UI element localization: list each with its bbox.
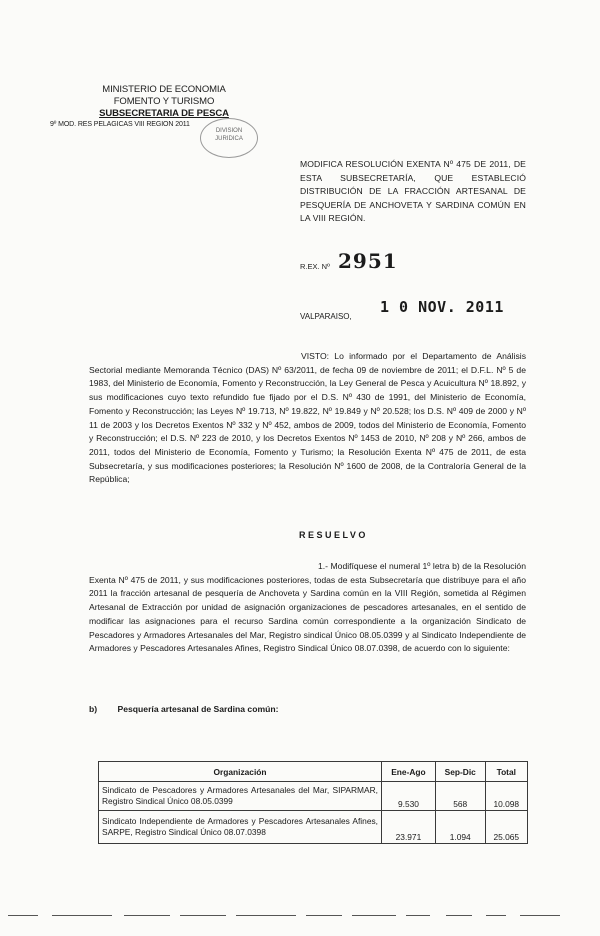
juridica-stamp: [200, 118, 258, 158]
table-row: [99, 811, 528, 844]
cell-sep-dic: 1.094: [435, 811, 485, 844]
article-1-paragraph: 1.- Modifíquese el numeral 1º letra b) de la Resolución Exenta Nº 475 de 2011, y sus modificaciones posteriores, todas de esta Subsecretaría que distribuye para el año 2011 la fracción artesanal de pesquería de Anchoveta y Sardina común en la VIII Región, sometida al Régimen Artesanal de Extracción por unidad de asignación organizaciones de pescadores artesanales, en el sentido de modificar las asignaciones para el recurso Sardina común correspondiente a la organización Sindicato de Pescadores y Armadores Artesanales del Mar, Registro sindical Único 08.05.0399 y al Sindicato Independiente de Armadores y Pescadores Artesanales Afines, Registro Sindical Único 08.07.0398, de acuerdo con lo siguiente:: [89, 561, 526, 654]
footer-rule: [406, 915, 430, 916]
footer-rule: [306, 915, 342, 916]
resolution-subject: MODIFICA RESOLUCIÓN EXENTA Nº 475 DE 2011, DE ESTA SUBSECRETARÍA, QUE ESTABLECIÓ DISTRIBUCIÓN DE LA FRACCIÓN ARTESANAL DE PESQUERÍA DE ANCHOVETA Y SARDINA COMÚN EN LA VIII REGIÓN.: [300, 159, 526, 223]
visto-paragraph: VISTO: Lo informado por el Departamento de Análisis Sectorial mediante Memoranda Técnico (DAS) Nº 63/2011, de fecha 09 de noviembre de 2011; el D.F.L. Nº 5 de 1983, del Ministerio de Economía, Fomento y Reconstrucción, la Ley General de Pesca y Acuicultura Nº 18.892, y sus modificaciones cuyo texto refundido fue fijado por el D.S. Nº 430 de 1991, del Ministerio de Economía, Fomento y Reconstrucción; las Leyes Nº 19.713, Nº 19.822, Nº 19.849 y Nº 20.528; los D.S. Nº 409 de 2000 y Nº 11 de 2003 y los Decretos Exentos Nº 332 y Nº 452, ambos de 2009, todos del Ministerio de Economía, Fomento y Reconstrucción; el D.S. Nº 223 de 2010, y los Decretos Exentos Nº 1453 de 2010, Nº 208 y Nº 266, ambos de 2011, todos del Ministerio de Economía, Fomento y Turismo; la Resolución Exenta Nº 475 de 2011, de esta Subsecretaría, y sus modificaciones posteriores; la Resolución Nº 1600 de 2008, de la Contraloría General de la República;: [89, 351, 526, 485]
subsecretaria-name: SUBSECRETARIA DE PESCA: [99, 108, 229, 119]
footer-rule: [52, 915, 112, 916]
footer-rule: [236, 915, 296, 916]
cell-total: 25.065: [485, 811, 527, 844]
date-stamp: 1 0 NOV. 2011: [380, 298, 504, 316]
stamp-line-2: JURIDICA: [215, 136, 243, 142]
rex-label: R.EX. Nº: [300, 262, 330, 271]
allocation-table: [98, 761, 528, 844]
cell-organization: Sindicato Independiente de Armadores y Pescadores Artesanales Afines, SARPE, Registro Sindical Único 08.07.0398: [99, 811, 382, 844]
table-header-row: [99, 762, 528, 782]
footer-rule: [180, 915, 226, 916]
cell-organization: Sindicato de Pescadores y Armadores Artesanales del Mar, SIPARMAR, Registro Sindical Único 08.05.0399: [99, 782, 382, 811]
table-row: [99, 782, 528, 811]
footer-rule: [352, 915, 396, 916]
resuelvo-heading: RESUELVO: [299, 530, 368, 540]
subsection-title: Pesquería artesanal de Sardina común:: [117, 704, 279, 714]
footer-rule: [520, 915, 560, 916]
cell-ene-ago: 23.971: [382, 811, 436, 844]
place-label: VALPARAISO,: [300, 312, 352, 321]
cell-total: 10.098: [485, 782, 527, 811]
rex-number: 2951: [338, 249, 398, 273]
subsection-letter: b): [89, 704, 98, 714]
footer-rule: [8, 915, 38, 916]
footer-rule: [486, 915, 506, 916]
stamp-line-1: DIVISION: [215, 128, 243, 134]
subsection-heading: [89, 704, 278, 714]
col-ene-ago: Ene-Ago: [382, 762, 436, 782]
footer-rule: [446, 915, 472, 916]
file-reference: 9º MOD. RES PELAGICAS VIII REGION 2011: [50, 121, 190, 128]
cell-sep-dic: 568: [435, 782, 485, 811]
cell-ene-ago: 9.530: [382, 782, 436, 811]
col-total: Total: [485, 762, 527, 782]
footer-rule: [124, 915, 170, 916]
ministry-subtitle: FOMENTO Y TURISMO: [113, 96, 215, 107]
col-organizacion: Organización: [99, 762, 382, 782]
ministry-name: MINISTERIO DE ECONOMIA: [102, 84, 226, 95]
col-sep-dic: Sep-Dic: [435, 762, 485, 782]
